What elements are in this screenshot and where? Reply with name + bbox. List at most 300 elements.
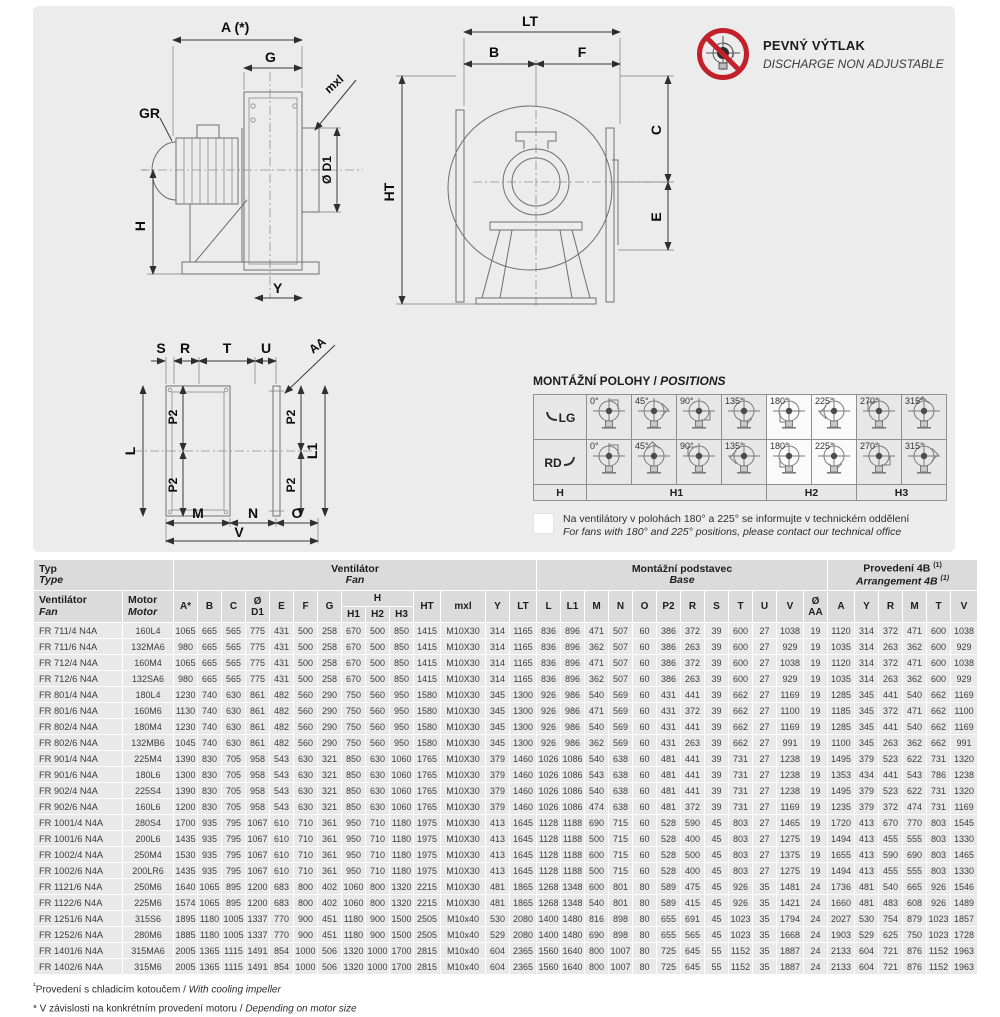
dim-value: 600 bbox=[927, 655, 950, 670]
column-header: R bbox=[681, 591, 704, 622]
dim-value: 1857 bbox=[951, 911, 977, 926]
dim-value: 434 bbox=[855, 767, 878, 782]
dim-value: M10X30 bbox=[441, 703, 485, 718]
dim-value: 45 bbox=[705, 927, 728, 942]
dim-value: 1268 bbox=[537, 895, 560, 910]
dim-value: 1560 bbox=[537, 943, 560, 958]
dim-value: 1165 bbox=[510, 639, 536, 654]
dim-value: 1700 bbox=[390, 943, 413, 958]
dim-value: 27 bbox=[753, 815, 776, 830]
dim-value: 731 bbox=[729, 783, 752, 798]
note-en: For fans with 180° and 225° positions, please contact our technical office bbox=[563, 526, 902, 538]
dim-value: M10X30 bbox=[441, 639, 485, 654]
dim-value: 900 bbox=[294, 911, 317, 926]
dim-value: 670 bbox=[879, 815, 902, 830]
dim-value: 60 bbox=[633, 815, 656, 830]
dim-value: 560 bbox=[366, 719, 389, 734]
dim-value: 483 bbox=[879, 895, 902, 910]
position-cell bbox=[857, 440, 902, 485]
dim-value: 670 bbox=[342, 623, 365, 638]
dim-value: 850 bbox=[342, 751, 365, 766]
dimensions-section bbox=[33, 559, 978, 1017]
dim-value: 19 bbox=[804, 623, 827, 638]
dim-value: 529 bbox=[486, 927, 509, 942]
dim-value: 1180 bbox=[342, 927, 365, 942]
dim-value: 665 bbox=[198, 671, 221, 686]
dim-value: 55 bbox=[705, 959, 728, 974]
column-group-header: Ventilátor Fan bbox=[174, 560, 536, 590]
rotation-label-RD: RD bbox=[534, 440, 587, 485]
dim-value: 372 bbox=[879, 703, 902, 718]
dim-value: 1152 bbox=[927, 959, 950, 974]
dim-value: 314 bbox=[855, 671, 878, 686]
dim-value: 1320 bbox=[951, 783, 977, 798]
angle-label: 315° bbox=[905, 441, 924, 451]
dim-value: 1007 bbox=[609, 943, 632, 958]
dim-value: 27 bbox=[753, 687, 776, 702]
dim-value: 731 bbox=[927, 751, 950, 766]
dim-value: 850 bbox=[342, 767, 365, 782]
column-header: O bbox=[633, 591, 656, 622]
dim-value: 1337 bbox=[246, 927, 269, 942]
dim-value: 750 bbox=[342, 687, 365, 702]
dim-value: 1530 bbox=[174, 847, 197, 862]
dim-value: 60 bbox=[633, 671, 656, 686]
dim-value: 1645 bbox=[510, 815, 536, 830]
dim-value: 474 bbox=[585, 799, 608, 814]
dim-value: 2133 bbox=[828, 943, 854, 958]
dim-value: 662 bbox=[927, 687, 950, 702]
dim-value: 1026 bbox=[537, 799, 560, 814]
dim-value: 560 bbox=[366, 735, 389, 750]
motor-size: 225S4 bbox=[123, 783, 173, 798]
dim-value: 523 bbox=[879, 783, 902, 798]
dim-value: 379 bbox=[486, 751, 509, 766]
positions-note bbox=[533, 513, 953, 538]
dim-value: 725 bbox=[657, 943, 680, 958]
dim-value: 431 bbox=[270, 623, 293, 638]
dim-value: 1115 bbox=[222, 959, 245, 974]
dim-value: 45 bbox=[705, 815, 728, 830]
dim-value: 528 bbox=[657, 831, 680, 846]
column-header: A bbox=[828, 591, 854, 622]
dim-value: 600 bbox=[927, 623, 950, 638]
dim-value: 372 bbox=[879, 655, 902, 670]
motor-size: 160M6 bbox=[123, 703, 173, 718]
dim-value: 565 bbox=[222, 623, 245, 638]
dim-value: 610 bbox=[270, 815, 293, 830]
dim-value: 1963 bbox=[951, 959, 977, 974]
dim-value: 710 bbox=[294, 831, 317, 846]
column-header: M bbox=[903, 591, 926, 622]
dim-value: 1120 bbox=[828, 655, 854, 670]
dim-value: 655 bbox=[657, 911, 680, 926]
dim-value: 481 bbox=[855, 879, 878, 894]
dim-value: 540 bbox=[585, 895, 608, 910]
dim-value: 1067 bbox=[246, 815, 269, 830]
dim-value: 482 bbox=[270, 735, 293, 750]
angle-label: 0° bbox=[590, 441, 599, 451]
dim-value: 861 bbox=[246, 703, 269, 718]
dim-value: 1180 bbox=[198, 911, 221, 926]
dim-value: 500 bbox=[366, 655, 389, 670]
dim-label-g: G bbox=[265, 49, 276, 65]
dim-value: 1268 bbox=[537, 879, 560, 894]
dim-value: 361 bbox=[318, 847, 341, 862]
dim-value: 665 bbox=[198, 623, 221, 638]
dim-value: 314 bbox=[486, 671, 509, 686]
dim-value: 1188 bbox=[561, 831, 584, 846]
motor-size: 225M4 bbox=[123, 751, 173, 766]
dim-value: 1330 bbox=[951, 831, 977, 846]
dim-value: 1365 bbox=[198, 959, 221, 974]
dim-value: 1494 bbox=[828, 863, 854, 878]
dim-value: 540 bbox=[585, 687, 608, 702]
dim-value: 1100 bbox=[951, 703, 977, 718]
dim-value: 926 bbox=[729, 879, 752, 894]
fan-type: FR 1002/6 N4A bbox=[34, 863, 122, 878]
dim-value: 500 bbox=[585, 863, 608, 878]
dim-label-mxl: mxl bbox=[321, 71, 347, 97]
dim-value: 1007 bbox=[609, 959, 632, 974]
dim-value: 24 bbox=[804, 895, 827, 910]
dim-value: 610 bbox=[270, 847, 293, 862]
column-header: T bbox=[729, 591, 752, 622]
dim-value: 39 bbox=[705, 783, 728, 798]
fan-type: FR 1402/6 N4A bbox=[34, 959, 122, 974]
dim-value: 850 bbox=[342, 799, 365, 814]
dim-value: 2005 bbox=[174, 943, 197, 958]
column-header: B bbox=[198, 591, 221, 622]
dim-value: 1152 bbox=[927, 943, 950, 958]
positions-row bbox=[534, 440, 947, 485]
dim-value: 55 bbox=[705, 943, 728, 958]
dim-value: 1185 bbox=[828, 703, 854, 718]
column-header: U bbox=[753, 591, 776, 622]
dim-value: 630 bbox=[366, 767, 389, 782]
dim-value: 1865 bbox=[510, 879, 536, 894]
dim-value: 19 bbox=[804, 815, 827, 830]
motor-size: 315M6 bbox=[123, 959, 173, 974]
position-cell bbox=[902, 440, 947, 485]
dim-value: 560 bbox=[294, 719, 317, 734]
motor-size: 250M6 bbox=[123, 879, 173, 894]
dim-value: 754 bbox=[879, 911, 902, 926]
dim-value: 565 bbox=[222, 639, 245, 654]
table-row bbox=[34, 671, 977, 686]
dim-value: 379 bbox=[855, 751, 878, 766]
position-cell bbox=[767, 440, 812, 485]
dim-value: 1130 bbox=[174, 703, 197, 718]
dim-value: 1460 bbox=[510, 767, 536, 782]
dim-value: 543 bbox=[270, 783, 293, 798]
motor-size: 160L4 bbox=[123, 623, 173, 638]
dim-value: 1421 bbox=[777, 895, 803, 910]
dim-value: 1086 bbox=[561, 799, 584, 814]
dim-value: 263 bbox=[879, 735, 902, 750]
dim-value: 710 bbox=[294, 863, 317, 878]
dim-value: 1100 bbox=[777, 703, 803, 718]
dim-value: 372 bbox=[681, 703, 704, 718]
angle-label: 135° bbox=[725, 396, 744, 406]
dim-value: 795 bbox=[222, 831, 245, 846]
dim-value: 19 bbox=[804, 671, 827, 686]
dim-value: 540 bbox=[903, 687, 926, 702]
column-header: mxl bbox=[441, 591, 485, 622]
dim-value: 1700 bbox=[174, 815, 197, 830]
footnote: * V závislosti na konkrétním provedení motoru / Depending on motor size bbox=[33, 1003, 357, 1015]
dim-value: 386 bbox=[657, 655, 680, 670]
dim-value: 528 bbox=[657, 815, 680, 830]
dim-value: 345 bbox=[486, 687, 509, 702]
dim-value: 441 bbox=[681, 783, 704, 798]
table-row bbox=[34, 623, 977, 638]
dim-value: 19 bbox=[804, 831, 827, 846]
dim-value: 630 bbox=[294, 767, 317, 782]
dim-value: 500 bbox=[366, 623, 389, 638]
dim-value: 372 bbox=[681, 655, 704, 670]
dim-value: 991 bbox=[951, 735, 977, 750]
dim-value: 1655 bbox=[828, 847, 854, 862]
dim-value: 610 bbox=[270, 863, 293, 878]
position-cell bbox=[767, 395, 812, 440]
motor-size: 160M4 bbox=[123, 655, 173, 670]
dim-value: 929 bbox=[777, 671, 803, 686]
dim-value: 27 bbox=[753, 847, 776, 862]
dim-value: 731 bbox=[927, 783, 950, 798]
motor-size: 315S6 bbox=[123, 911, 173, 926]
table-row bbox=[34, 863, 977, 878]
dim-value: 630 bbox=[366, 751, 389, 766]
dim-label-y: Y bbox=[273, 280, 283, 296]
dim-value: 786 bbox=[927, 767, 950, 782]
dim-value: 19 bbox=[804, 847, 827, 862]
dim-value: 2815 bbox=[414, 943, 440, 958]
dim-value: 600 bbox=[729, 639, 752, 654]
dim-value: 630 bbox=[222, 687, 245, 702]
dim-value: 1060 bbox=[342, 895, 365, 910]
dim-value: 1180 bbox=[390, 831, 413, 846]
dim-value: 1086 bbox=[561, 751, 584, 766]
dim-value: 372 bbox=[879, 623, 902, 638]
dim-value: 19 bbox=[804, 639, 827, 654]
dim-value: 900 bbox=[294, 927, 317, 942]
dim-value: 705 bbox=[222, 767, 245, 782]
dim-value: 1700 bbox=[390, 959, 413, 974]
dim-value: 800 bbox=[294, 879, 317, 894]
column-header: Y bbox=[486, 591, 509, 622]
column-header: H2 bbox=[366, 607, 389, 622]
position-cell bbox=[632, 395, 677, 440]
dim-value: 543 bbox=[903, 767, 926, 782]
dim-value: 1330 bbox=[951, 863, 977, 878]
fan-type: FR 1002/4 N4A bbox=[34, 847, 122, 862]
dim-value: 1169 bbox=[951, 719, 977, 734]
dim-value: 935 bbox=[198, 831, 221, 846]
dim-value: 731 bbox=[927, 799, 950, 814]
dim-value: 500 bbox=[294, 623, 317, 638]
dim-value: 854 bbox=[270, 943, 293, 958]
fan-type: FR 1252/6 N4A bbox=[34, 927, 122, 942]
dim-value: 2505 bbox=[414, 911, 440, 926]
dim-value: 1067 bbox=[246, 847, 269, 862]
dim-value: 560 bbox=[294, 687, 317, 702]
dim-value: 1065 bbox=[198, 879, 221, 894]
dim-value: 560 bbox=[294, 735, 317, 750]
column-header: M bbox=[585, 591, 608, 622]
dim-value: 1320 bbox=[390, 895, 413, 910]
dim-value: 1794 bbox=[777, 911, 803, 926]
dim-value: 1415 bbox=[414, 639, 440, 654]
dim-value: 645 bbox=[681, 943, 704, 958]
fan-type: FR 1121/6 N4A bbox=[34, 879, 122, 894]
dim-value: 950 bbox=[342, 815, 365, 830]
dim-label-gr: GR bbox=[139, 105, 160, 121]
dim-value: 451 bbox=[318, 911, 341, 926]
dim-value: 45 bbox=[705, 831, 728, 846]
motor-size: 132MA6 bbox=[123, 639, 173, 654]
dim-value: 441 bbox=[681, 767, 704, 782]
dim-value: 45 bbox=[705, 895, 728, 910]
dim-value: M10X30 bbox=[441, 783, 485, 798]
dim-value: 958 bbox=[246, 751, 269, 766]
dim-value: 600 bbox=[585, 847, 608, 862]
dim-value: M10X30 bbox=[441, 735, 485, 750]
table-row bbox=[34, 687, 977, 702]
dim-value: 800 bbox=[366, 895, 389, 910]
angle-label: 270° bbox=[860, 396, 879, 406]
dim-value: 775 bbox=[246, 655, 269, 670]
dim-value: 35 bbox=[753, 943, 776, 958]
dim-value: 2080 bbox=[510, 911, 536, 926]
dim-value: 345 bbox=[855, 687, 878, 702]
dim-value: M10X30 bbox=[441, 799, 485, 814]
dim-value: 80 bbox=[633, 895, 656, 910]
dim-label-ht: HT bbox=[381, 182, 397, 202]
dim-value: 413 bbox=[855, 847, 878, 862]
dim-value: 263 bbox=[879, 639, 902, 654]
dim-value: 795 bbox=[222, 847, 245, 862]
dim-value: 1580 bbox=[414, 719, 440, 734]
dim-value: 1390 bbox=[174, 783, 197, 798]
fan-type: FR 1401/6 N4A bbox=[34, 943, 122, 958]
table-row bbox=[34, 959, 977, 974]
dim-label-lt: LT bbox=[521, 13, 539, 29]
dim-value: 39 bbox=[705, 767, 728, 782]
dim-value: 1489 bbox=[951, 895, 977, 910]
notice-title: PEVNÝ VÝTLAK bbox=[763, 37, 866, 53]
dim-value: 27 bbox=[753, 799, 776, 814]
dim-value: 1460 bbox=[510, 751, 536, 766]
dim-value: 876 bbox=[903, 943, 926, 958]
dim-value: 725 bbox=[657, 959, 680, 974]
dim-value: 670 bbox=[342, 671, 365, 686]
dim-value: 721 bbox=[879, 943, 902, 958]
dim-value: 926 bbox=[537, 703, 560, 718]
dim-value: 60 bbox=[633, 847, 656, 862]
discharge-notice bbox=[695, 26, 944, 82]
dim-value: 926 bbox=[927, 895, 950, 910]
dim-value: 19 bbox=[804, 751, 827, 766]
dim-value: M10X30 bbox=[441, 767, 485, 782]
dim-value: 471 bbox=[585, 623, 608, 638]
dim-value: 836 bbox=[537, 623, 560, 638]
angle-label: 90° bbox=[680, 441, 694, 451]
dim-value: 1165 bbox=[510, 655, 536, 670]
dim-value: 710 bbox=[366, 831, 389, 846]
height-code: H1 bbox=[587, 485, 767, 501]
dim-value: 850 bbox=[390, 671, 413, 686]
dim-value: 19 bbox=[804, 799, 827, 814]
dim-value: 929 bbox=[777, 639, 803, 654]
angle-label: 225° bbox=[815, 396, 834, 406]
dim-value: 45 bbox=[705, 847, 728, 862]
dim-value: 27 bbox=[753, 623, 776, 638]
dim-value: 2080 bbox=[510, 927, 536, 942]
dim-value: M10X30 bbox=[441, 671, 485, 686]
dim-value: 379 bbox=[855, 799, 878, 814]
dim-value: 926 bbox=[927, 879, 950, 894]
dim-value: 1169 bbox=[951, 799, 977, 814]
dim-value: 803 bbox=[729, 831, 752, 846]
dim-value: 314 bbox=[855, 639, 878, 654]
dim-value: 950 bbox=[390, 735, 413, 750]
dim-value: 27 bbox=[753, 735, 776, 750]
dim-value: 540 bbox=[903, 719, 926, 734]
dim-value: 1275 bbox=[777, 831, 803, 846]
dim-value: 898 bbox=[609, 911, 632, 926]
dim-value: 662 bbox=[927, 735, 950, 750]
dim-value: 35 bbox=[753, 911, 776, 926]
dim-value: 362 bbox=[903, 735, 926, 750]
dim-value: 1023 bbox=[729, 927, 752, 942]
dim-value: 555 bbox=[903, 863, 926, 878]
dim-value: 471 bbox=[585, 703, 608, 718]
dim-value: 1115 bbox=[222, 943, 245, 958]
dim-value: 24 bbox=[804, 927, 827, 942]
dim-value: 662 bbox=[729, 703, 752, 718]
dim-value: 803 bbox=[729, 863, 752, 878]
drawings-panel bbox=[33, 6, 955, 552]
dim-value: 926 bbox=[537, 719, 560, 734]
dim-label-r: R bbox=[179, 340, 191, 356]
dim-value: 507 bbox=[609, 655, 632, 670]
dim-value: 45 bbox=[705, 863, 728, 878]
dim-label-t: T bbox=[222, 340, 232, 356]
dim-value: 543 bbox=[270, 751, 293, 766]
dim-value: 958 bbox=[246, 767, 269, 782]
dim-value: 800 bbox=[585, 943, 608, 958]
dim-value: 431 bbox=[657, 735, 680, 750]
column-header: N bbox=[609, 591, 632, 622]
dim-value: M10X30 bbox=[441, 623, 485, 638]
dim-value: 569 bbox=[609, 735, 632, 750]
dim-value: 27 bbox=[753, 719, 776, 734]
dim-value: 1765 bbox=[414, 799, 440, 814]
dim-value: 662 bbox=[729, 687, 752, 702]
table-row bbox=[34, 751, 977, 766]
dim-label-l: L bbox=[122, 446, 138, 456]
dim-value: 481 bbox=[486, 895, 509, 910]
dim-value: 950 bbox=[342, 847, 365, 862]
dim-value: 1300 bbox=[174, 767, 197, 782]
dim-value: 926 bbox=[537, 735, 560, 750]
dim-value: 24 bbox=[804, 879, 827, 894]
angle-label: 225° bbox=[815, 441, 834, 451]
dim-value: 27 bbox=[753, 863, 776, 878]
dim-value: 39 bbox=[705, 655, 728, 670]
dim-value: 24 bbox=[804, 943, 827, 958]
